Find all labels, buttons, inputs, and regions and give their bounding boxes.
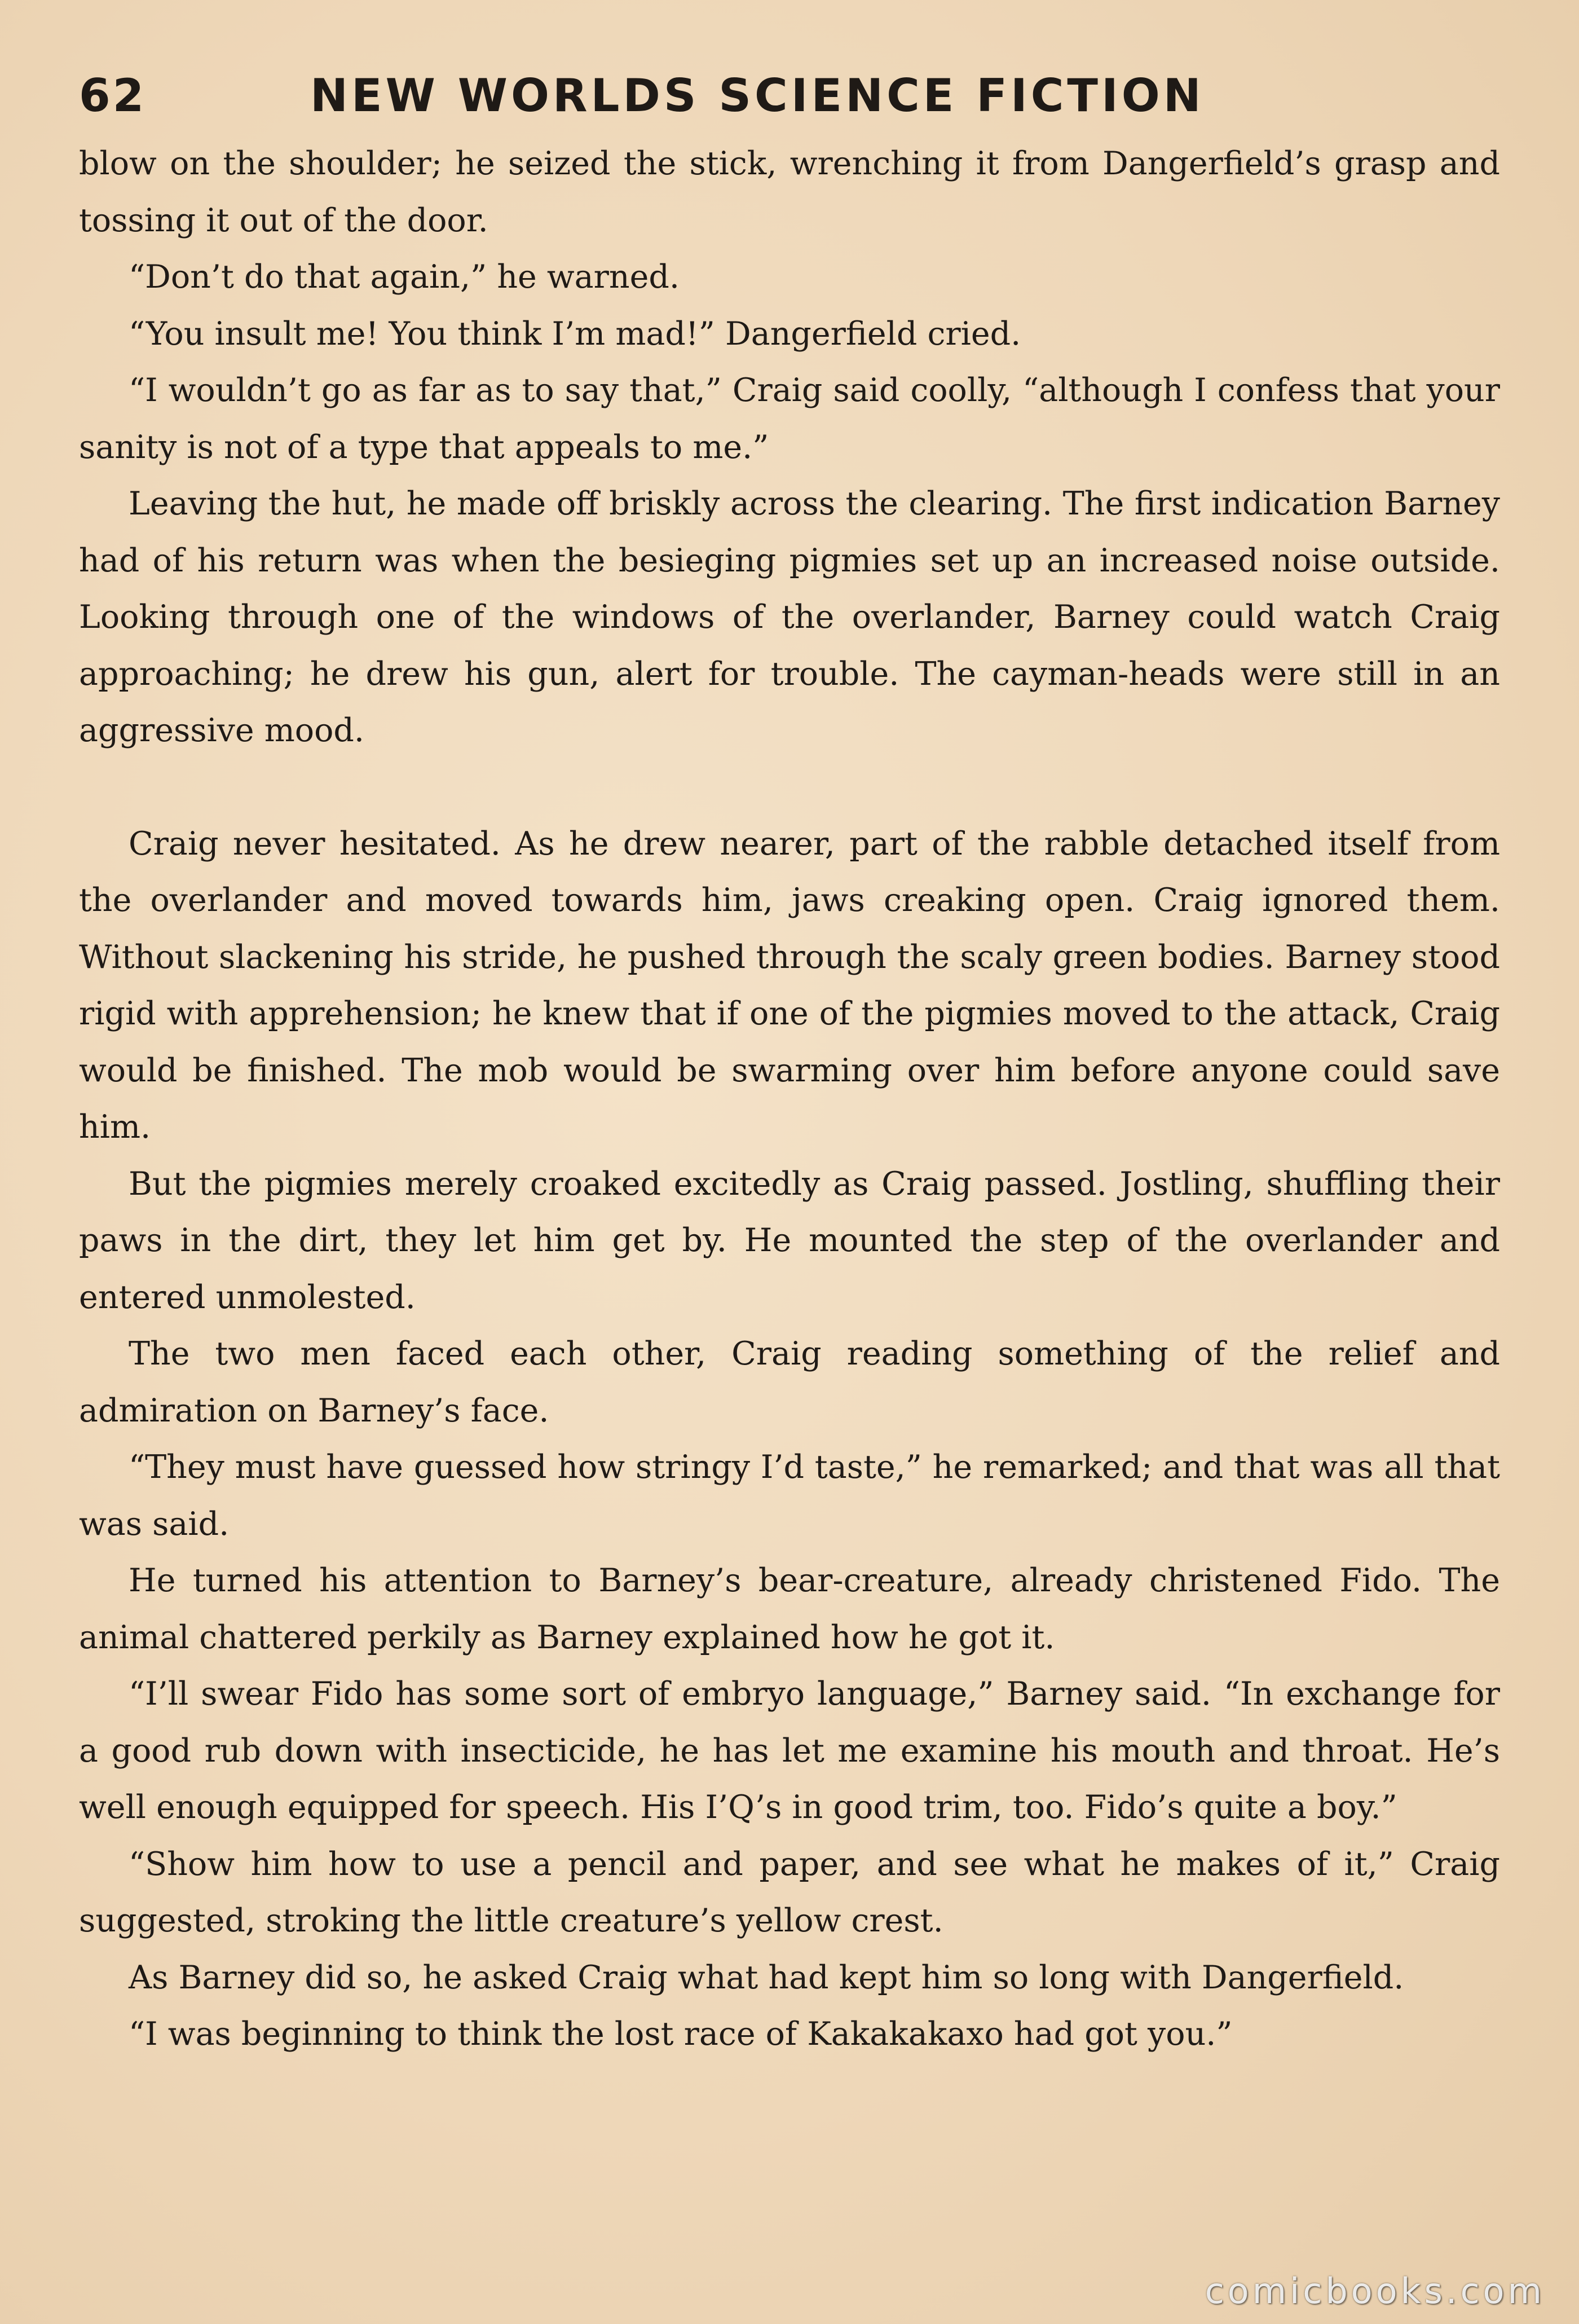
paragraph: “You insult me! You think I’m mad!” Dangerfield cried. [129,315,1021,353]
paragraph: Craig never hesitated. As he drew nearer, part of the rabble detached itself from the overlander and moved towards him, jaws creaking open. Craig ignored them. Without slackening his stride, he pushed through the scaly green bodies. Barney stood rigid with apprehension; he knew that if one of the pigmies moved to the attack, Craig would be finished. The mob would be swarming over him before anyone could save him. [79,825,1500,1146]
paragraph: blow on the shoulder; he seized the stick, wrenching it from Dangerfield’s grasp and tossing it out of the door. [79,145,1500,239]
paragraph: He turned his attention to Barney’s bear-creature, already christened Fido. The animal chattered perkily as Barney explained how he got it. [79,1562,1500,1656]
body-text [79,135,1500,2063]
paragraph: The two men faced each other, Craig reading something of the relief and admiration on Barney’s face. [79,1335,1500,1429]
book-page [79,62,1500,2262]
paragraph: “I was beginning to think the lost race of Kakakakaxo had got you.” [129,2015,1233,2053]
running-title: NEW WORLDS SCIENCE FICTION [310,69,1205,122]
page-header [79,62,1500,135]
paragraph: “They must have guessed how stringy I’d taste,” he remarked; and that was all that was said. [79,1449,1500,1543]
paragraph: “Show him how to use a pencil and paper, and see what he makes of it,” Craig suggested, stroking the little creature’s yellow crest. [79,1845,1500,1939]
paragraph: “Don’t do that again,” he warned. [129,258,680,296]
paragraph: Leaving the hut, he made off briskly across the clearing. The first indication Barney had of his return was when the besieging pigmies set up an increased noise outside. Looking through one of the windows of the overlander, Barney could watch Craig approaching; he drew his gun, alert for trouble. The cayman-heads were still in an aggressive mood. [79,485,1500,749]
page-number: 62 [79,69,147,122]
watermark: comicbooks.com [1205,2270,1545,2312]
paragraph: “I wouldn’t go as far as to say that,” Craig said coolly, “although I confess that your sanity is not of a type that appeals to me.” [79,372,1500,466]
paragraph: But the pigmies merely croaked excitedly as Craig passed. Jostling, shuffling their paws in the dirt, they let him get by. He mounted the step of the overlander and entered unmolested. [79,1165,1500,1316]
paragraph: As Barney did so, he asked Craig what had kept him so long with Dangerfield. [129,1958,1404,1996]
paragraph: “I’ll swear Fido has some sort of embryo language,” Barney said. “In exchange for a good rub down with insecticide, he has let me examine his mouth and throat. He’s well enough equipped for speech. His I’Q’s in good trim, too. Fido’s quite a boy.” [79,1675,1500,1826]
